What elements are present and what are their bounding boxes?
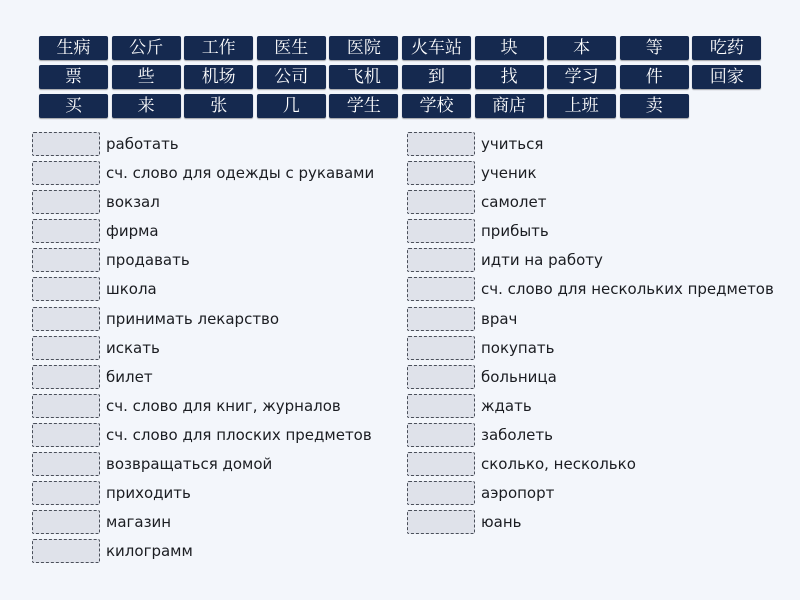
match-column-left bbox=[32, 132, 374, 568]
drop-slot[interactable] bbox=[407, 336, 475, 360]
match-row bbox=[407, 336, 774, 360]
match-row bbox=[32, 307, 374, 331]
match-row bbox=[407, 452, 774, 476]
clue-label: ученик bbox=[481, 164, 537, 183]
match-row bbox=[407, 510, 774, 534]
word-tile[interactable]: 学生 bbox=[329, 94, 398, 118]
clue-label: сч. слово для одежды с рукавами bbox=[106, 164, 375, 183]
word-tile[interactable]: 件 bbox=[620, 65, 689, 89]
clue-label: покупать bbox=[481, 338, 555, 357]
word-tile[interactable]: 块 bbox=[475, 36, 544, 60]
drop-slot[interactable] bbox=[407, 365, 475, 389]
clue-label: школа bbox=[106, 280, 157, 299]
clue-label: аэропорт bbox=[481, 484, 555, 503]
drop-slot[interactable] bbox=[407, 219, 475, 243]
word-tile[interactable]: 买 bbox=[39, 94, 108, 118]
clue-label: сколько, несколько bbox=[481, 455, 636, 474]
word-tile[interactable]: 到 bbox=[402, 65, 471, 89]
clue-label: юань bbox=[481, 513, 522, 532]
drop-slot[interactable] bbox=[32, 452, 100, 476]
match-row bbox=[32, 219, 374, 243]
word-tile[interactable]: 公司 bbox=[257, 65, 326, 89]
clue-label: вокзал bbox=[106, 193, 160, 212]
drop-slot[interactable] bbox=[407, 190, 475, 214]
clue-label: сч. слово для книг, журналов bbox=[106, 396, 341, 415]
match-row bbox=[407, 365, 774, 389]
word-tile[interactable]: 上班 bbox=[547, 94, 616, 118]
clue-label: больница bbox=[481, 367, 557, 386]
word-tile[interactable]: 票 bbox=[39, 65, 108, 89]
clue-label: самолет bbox=[481, 193, 547, 212]
drop-slot[interactable] bbox=[32, 394, 100, 418]
match-row bbox=[32, 481, 374, 505]
clue-label: идти на работу bbox=[481, 251, 603, 270]
drop-slot[interactable] bbox=[32, 161, 100, 185]
clue-label: прибыть bbox=[481, 222, 549, 241]
clue-label: билет bbox=[106, 367, 153, 386]
match-row bbox=[32, 190, 374, 214]
word-tile[interactable]: 吃药 bbox=[692, 36, 761, 60]
drop-slot[interactable] bbox=[407, 423, 475, 447]
word-tile[interactable]: 本 bbox=[547, 36, 616, 60]
match-row bbox=[407, 307, 774, 331]
clue-label: ждать bbox=[481, 396, 532, 415]
match-row bbox=[407, 248, 774, 272]
drop-slot[interactable] bbox=[407, 277, 475, 301]
clue-label: заболеть bbox=[481, 425, 553, 444]
drop-slot[interactable] bbox=[32, 539, 100, 563]
clue-label: приходить bbox=[106, 484, 191, 503]
match-row bbox=[407, 394, 774, 418]
match-row bbox=[32, 365, 374, 389]
word-tile[interactable]: 卖 bbox=[620, 94, 689, 118]
clue-label: принимать лекарство bbox=[106, 309, 280, 328]
match-row bbox=[32, 336, 374, 360]
word-tile-bank bbox=[39, 36, 764, 118]
word-tile[interactable]: 学习 bbox=[547, 65, 616, 89]
drop-slot[interactable] bbox=[32, 510, 100, 534]
match-row bbox=[32, 161, 374, 185]
drop-slot[interactable] bbox=[32, 307, 100, 331]
clue-label: килограмм bbox=[106, 542, 193, 561]
word-tile[interactable]: 医生 bbox=[257, 36, 326, 60]
word-tile[interactable]: 回家 bbox=[692, 65, 761, 89]
clue-label: возвращаться домой bbox=[106, 455, 273, 474]
word-tile[interactable]: 几 bbox=[257, 94, 326, 118]
match-row bbox=[32, 248, 374, 272]
word-tile[interactable]: 工作 bbox=[184, 36, 253, 60]
match-row bbox=[407, 277, 774, 301]
clue-label: фирма bbox=[106, 222, 159, 241]
word-tile[interactable]: 商店 bbox=[475, 94, 544, 118]
drop-slot[interactable] bbox=[32, 423, 100, 447]
word-tile[interactable]: 等 bbox=[620, 36, 689, 60]
drop-slot[interactable] bbox=[32, 277, 100, 301]
drop-slot[interactable] bbox=[32, 132, 100, 156]
match-row bbox=[32, 539, 374, 563]
word-tile[interactable]: 生病 bbox=[39, 36, 108, 60]
match-row bbox=[32, 394, 374, 418]
drop-slot[interactable] bbox=[32, 336, 100, 360]
clue-label: искать bbox=[106, 338, 160, 357]
clue-label: продавать bbox=[106, 251, 190, 270]
clue-label: магазин bbox=[106, 513, 172, 532]
drop-slot[interactable] bbox=[407, 481, 475, 505]
match-row bbox=[32, 277, 374, 301]
drop-slot[interactable] bbox=[407, 132, 475, 156]
word-tile[interactable]: 医院 bbox=[329, 36, 398, 60]
drop-slot[interactable] bbox=[32, 219, 100, 243]
word-tile[interactable]: 些 bbox=[112, 65, 181, 89]
drop-slot[interactable] bbox=[407, 307, 475, 331]
word-tile[interactable]: 学校 bbox=[402, 94, 471, 118]
drop-slot[interactable] bbox=[407, 510, 475, 534]
word-tile[interactable]: 来 bbox=[112, 94, 181, 118]
drop-slot[interactable] bbox=[32, 365, 100, 389]
drop-slot[interactable] bbox=[32, 248, 100, 272]
match-column-right bbox=[407, 132, 774, 539]
drop-slot[interactable] bbox=[407, 452, 475, 476]
clue-label: учиться bbox=[481, 135, 544, 153]
match-row bbox=[32, 132, 374, 156]
drop-slot[interactable] bbox=[32, 481, 100, 505]
drop-slot[interactable] bbox=[407, 161, 475, 185]
word-tile[interactable]: 机场 bbox=[184, 65, 253, 89]
match-row bbox=[407, 219, 774, 243]
clue-label: врач bbox=[481, 309, 518, 328]
match-row bbox=[407, 161, 774, 185]
word-tile[interactable]: 找 bbox=[475, 65, 544, 89]
drop-slot[interactable] bbox=[407, 394, 475, 418]
match-row bbox=[32, 452, 374, 476]
match-row bbox=[407, 481, 774, 505]
word-tile[interactable]: 公斤 bbox=[112, 36, 181, 60]
clue-label: сч. слово для плоских предметов bbox=[106, 425, 372, 444]
drop-slot[interactable] bbox=[407, 248, 475, 272]
word-tile[interactable]: 火车站 bbox=[402, 36, 471, 60]
match-row bbox=[407, 190, 774, 214]
drop-slot[interactable] bbox=[32, 190, 100, 214]
word-tile[interactable]: 张 bbox=[184, 94, 253, 118]
clue-label: работать bbox=[106, 135, 179, 153]
match-row bbox=[32, 510, 374, 534]
match-row bbox=[32, 423, 374, 447]
match-row bbox=[407, 132, 774, 156]
clue-label: сч. слово для нескольких предметов bbox=[481, 280, 774, 299]
match-row bbox=[407, 423, 774, 447]
word-tile[interactable]: 飞机 bbox=[329, 65, 398, 89]
